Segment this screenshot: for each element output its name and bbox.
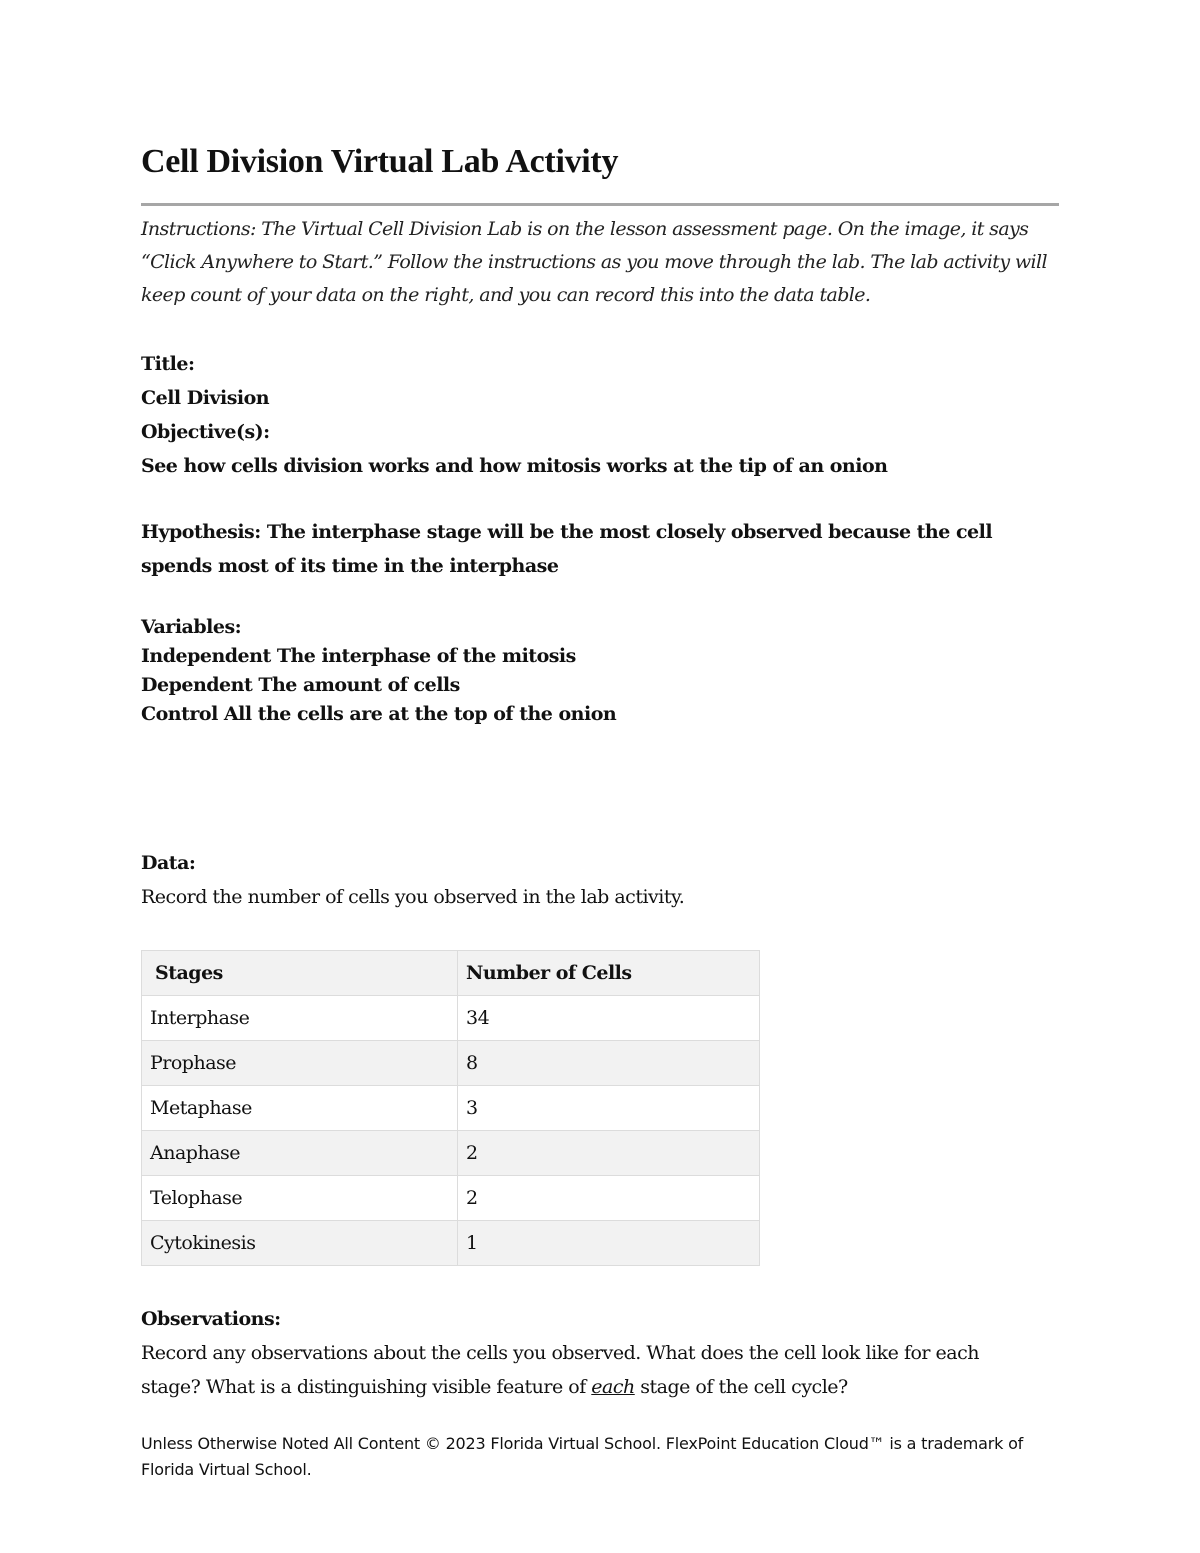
observations-label: Observations: [141, 1308, 281, 1330]
title-objective-block [141, 347, 887, 483]
count-cell: 2 [458, 1131, 760, 1176]
hypothesis-text: Hypothesis: The interphase stage will be the most closely observed because the cell spends most of its time in the interphase [141, 521, 993, 577]
document-title: Cell Division Virtual Lab Activity [141, 143, 619, 180]
table-row [142, 1041, 760, 1086]
stage-cell: Anaphase [142, 1131, 458, 1176]
variables-label: Variables: [141, 616, 242, 638]
objective-label: Objective(s): [141, 421, 270, 443]
observations-text-after: stage of the cell cycle? [634, 1376, 848, 1398]
observations-section [141, 1302, 1041, 1404]
count-cell: 34 [458, 996, 760, 1041]
observations-emphasis: each [591, 1376, 635, 1398]
stage-cell: Metaphase [142, 1086, 458, 1131]
stage-cell: Interphase [142, 996, 458, 1041]
count-cell: 1 [458, 1221, 760, 1266]
title-label: Title: [141, 353, 195, 375]
independent-variable: Independent The interphase of the mitosis [141, 645, 576, 667]
data-label: Data: [141, 852, 196, 874]
title-divider [141, 203, 1059, 206]
header-number-of-cells: Number of Cells [458, 951, 760, 996]
count-cell: 8 [458, 1041, 760, 1086]
table-row [142, 1131, 760, 1176]
table-header-row [142, 951, 760, 996]
table-row [142, 1176, 760, 1221]
data-section [141, 846, 684, 914]
title-value: Cell Division [141, 387, 270, 409]
cell-count-table [141, 950, 760, 1266]
copyright-footer: Unless Otherwise Noted All Content © 2023 Florida Virtual School. FlexPoint Education Cloud™ is a trademark of Florida Virtual School. [141, 1434, 1024, 1479]
stage-cell: Prophase [142, 1041, 458, 1086]
data-instruction: Record the number of cells you observed in the lab activity. [141, 886, 685, 908]
dependent-variable: Dependent The amount of cells [141, 674, 460, 696]
count-cell: 2 [458, 1176, 760, 1221]
table-row [142, 1221, 760, 1266]
stage-cell: Cytokinesis [142, 1221, 458, 1266]
observations-text-before: Record any observations about the cells you observed. What does the cell look like for each stage? What is a distinguishing visible feature of [141, 1342, 979, 1398]
objective-value: See how cells division works and how mitosis works at the tip of an onion [141, 455, 888, 477]
table-row [142, 1086, 760, 1131]
count-cell: 3 [458, 1086, 760, 1131]
variables-block [141, 613, 616, 729]
instructions-paragraph: Instructions: The Virtual Cell Division Lab is on the lesson assessment page. On the image, it says “Click Anywhere to Start.” Follow the instructions as you move through the lab. The lab activity will keep count of your data on the right, and you can record this into the data table. [141, 218, 1047, 306]
table-row [142, 996, 760, 1041]
stage-cell: Telophase [142, 1176, 458, 1221]
control-variable: Control All the cells are at the top of the onion [141, 703, 617, 725]
header-stages: Stages [142, 951, 458, 996]
observations-prompt [141, 1336, 1041, 1404]
